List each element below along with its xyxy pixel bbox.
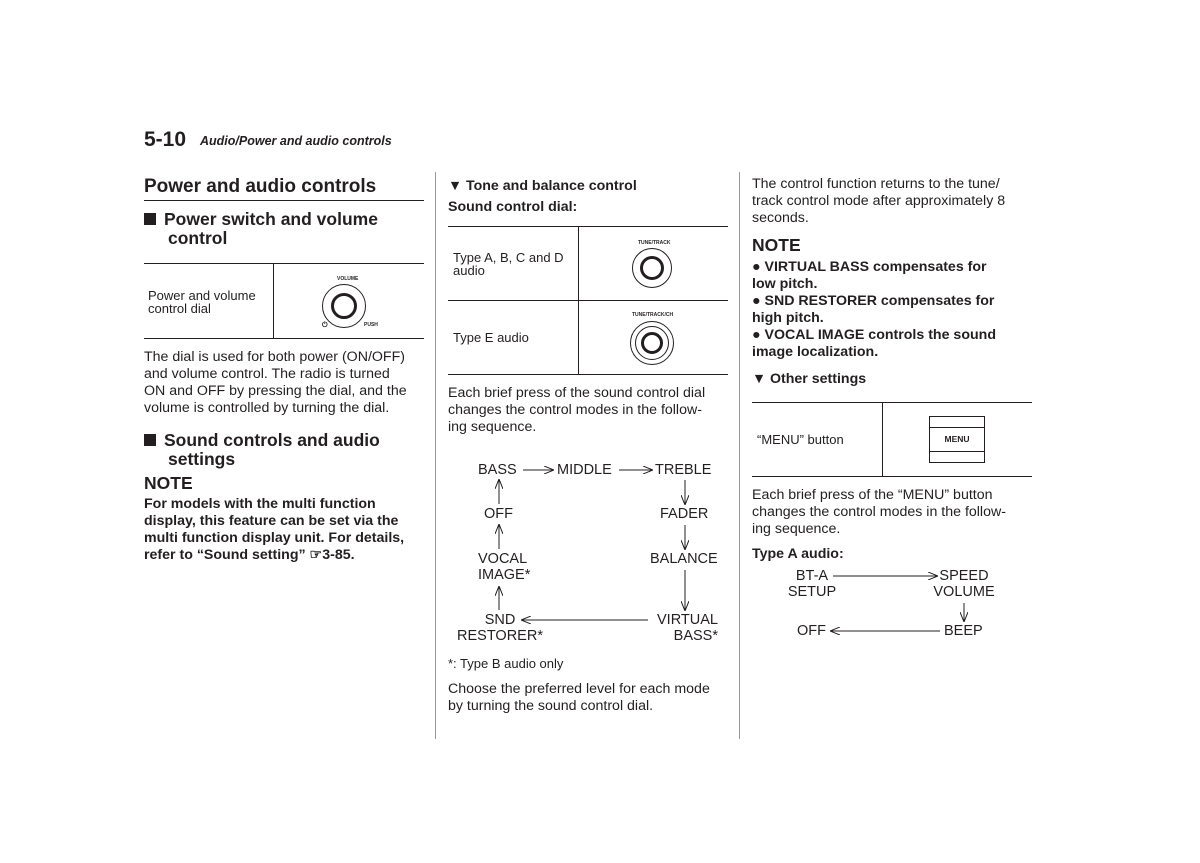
menu-button-icon: MENU	[929, 416, 985, 463]
other-settings-heading: ▼ Other settings	[752, 371, 867, 387]
flow-beep: BEEP	[944, 623, 983, 639]
flow-bass: BASS	[478, 462, 517, 478]
page-title: Power and audio controls	[144, 176, 377, 197]
flow-virtual-bass: VIRTUAL BASS*	[657, 612, 718, 644]
flow-balance: BALANCE	[650, 551, 718, 567]
sound-dial-subheading: Sound control dial:	[448, 199, 578, 215]
flow-fader: FADER	[660, 506, 709, 522]
note-body: For models with the multi function display, this feature can be set via the multi function display unit. For details, refer to “Sound setting” ☞3-85.	[144, 496, 405, 563]
flow-middle: MIDDLE	[557, 462, 612, 478]
sequence-paragraph: Each brief press of the sound control dial changes the control modes in the follow- ing sequence.	[448, 385, 706, 435]
note-heading: NOTE	[144, 473, 193, 493]
type-e-label: Type E audio	[453, 330, 529, 345]
note-body: ● VIRTUAL BASS compensates for low pitch. ● SND RESTORER compensates for high pitch. ● VOCAL IMAGE controls the sound image localization.	[752, 259, 996, 360]
type-abcd-label: Type A, B, C and D audio	[453, 250, 564, 278]
tune-track-dial-icon: TUNE/TRACK	[620, 238, 690, 294]
tune-track-ch-dial-icon: TUNE/TRACK/CH	[620, 310, 690, 370]
section-title: Audio/Power and audio controls	[200, 134, 392, 148]
subsection-power-switch: Power switch and volume control	[144, 210, 378, 248]
subsection-sound-controls: Sound controls and audio settings	[144, 431, 380, 469]
flow-menu-off: OFF	[797, 623, 826, 639]
returns-paragraph: The control function returns to the tune/ track control mode after approximately 8 seconds.	[752, 176, 1006, 226]
note-heading: NOTE	[752, 235, 801, 255]
type-a-heading: Type A audio:	[752, 546, 844, 562]
flow-vocal-image: VOCAL IMAGE*	[478, 551, 531, 583]
flow-treble: TREBLE	[655, 462, 712, 478]
tone-balance-heading: ▼ Tone and balance control	[448, 178, 637, 194]
footnote: *: Type B audio only	[448, 656, 564, 671]
choose-level-paragraph: Choose the preferred level for each mode by turning the sound control dial.	[448, 681, 710, 714]
flow-off: OFF	[484, 506, 513, 522]
flow-bta-setup: BT-A SETUP	[787, 568, 837, 600]
menu-button-label: “MENU” button	[757, 432, 844, 447]
flow-speed-volume: SPEED VOLUME	[933, 568, 995, 600]
power-icon: ⏻	[322, 322, 328, 329]
volume-dial-icon: VOLUME ⏻ PUSH	[322, 276, 378, 329]
page-number: 5-10	[144, 128, 187, 151]
power-paragraph: The dial is used for both power (ON/OFF) and volume control. The radio is turned ON and OFF by pressing the dial, and the volume is controlled by turning the dial.	[144, 349, 407, 416]
power-dial-label: Power and volume control dial	[148, 288, 256, 316]
flow-snd-restorer: SND RESTORER*	[457, 612, 543, 644]
menu-sequence-paragraph: Each brief press of the “MENU” button changes the control modes in the follow- ing sequence.	[752, 487, 1006, 537]
